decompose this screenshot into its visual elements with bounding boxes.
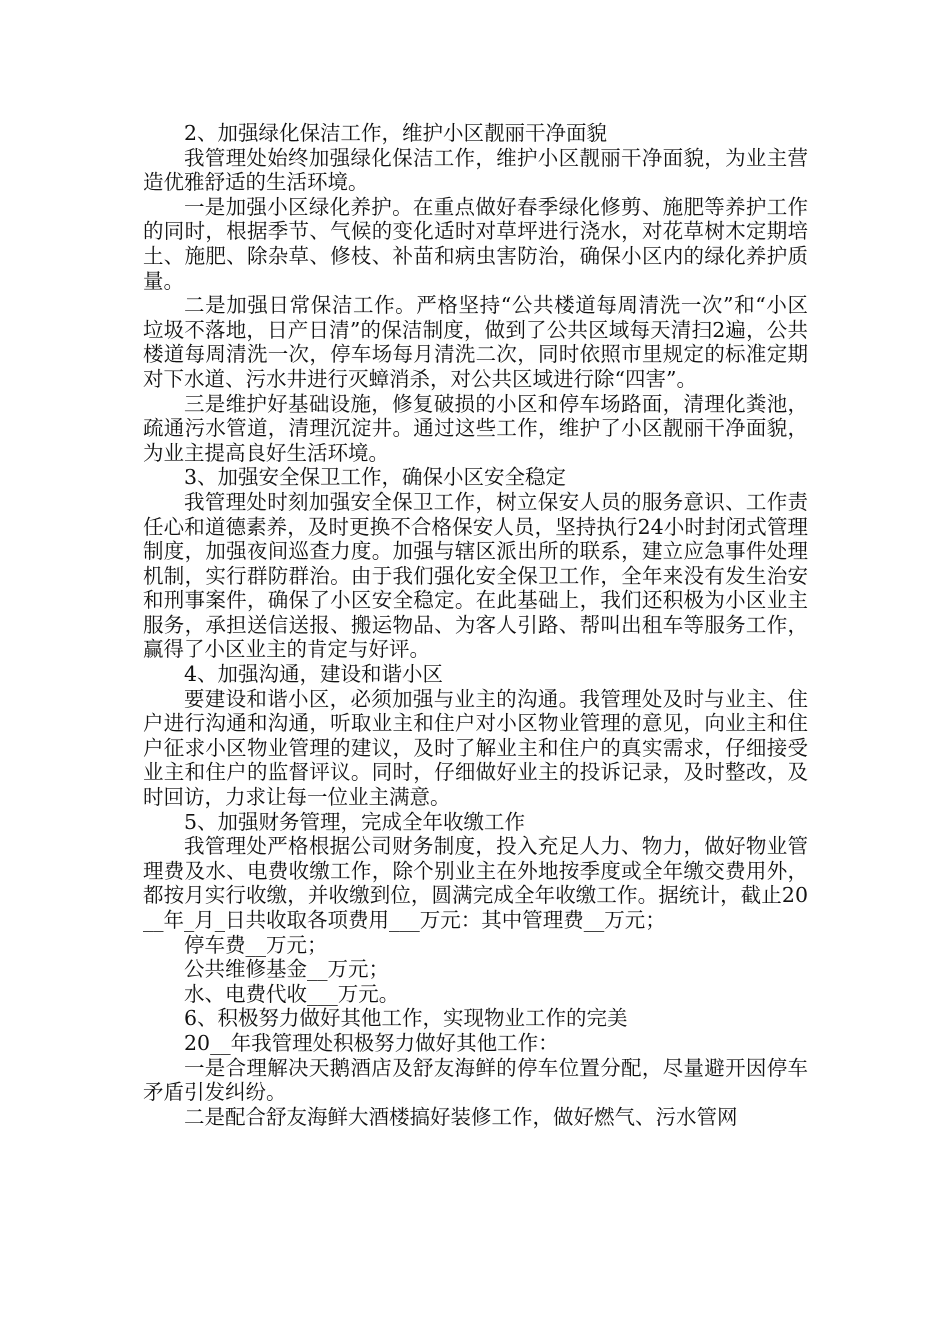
paragraph: 一是合理解决天鹅酒店及舒友海鲜的停车位置分配，尽量避开因停车矛盾引发纠纷。	[143, 1055, 808, 1105]
heading-section-5: 5、加强财务管理，完成全年收缴工作	[184, 809, 526, 834]
fee-line: 停车费__万元；	[184, 932, 328, 957]
document-body	[143, 121, 808, 1129]
paragraph: 我管理处始终加强绿化保洁工作，维护小区靓丽干净面貌，为业主营造优雅舒适的生活环境。	[143, 145, 808, 195]
heading-section-6: 6、积极努力做好其他工作，实现物业工作的完美	[184, 1006, 628, 1031]
paragraph: 20__年我管理处积极努力做好其他工作：	[184, 1030, 559, 1055]
fee-line: 公共维修基金__万元；	[184, 957, 389, 982]
paragraph: 我管理处严格根据公司财务制度，投入充足人力、物力，做好物业管理费及水、电费收缴工作，除个别业主在外地按季度或全年缴交费用外，都按月实行收缴，并收缴到位，圆满完成全年收缴工作。据统计，截止20__年_月_日共收取各项费用___万元：其中管理费__万元；	[143, 834, 808, 932]
paragraph: 要建设和谐小区，必须加强与业主的沟通。我管理处及时与业主、住户进行沟通和沟通，听取业主和住户对小区物业管理的意见，向业主和住户征求小区物业管理的建议，及时了解业主和住户的真实需求，仔细接受业主和住户的监督评议。同时，仔细做好业主的投诉记录，及时整改，及时回访，力求让每一位业主满意。	[143, 686, 808, 810]
paragraph: 一是加强小区绿化养护。在重点做好春季绿化修剪、施肥等养护工作的同时，根据季节、气候的变化适时对草坪进行浇水，对花草树木定期培土、施肥、除杂草、修枝、补苗和病虫害防治，确保小区内的绿化养护质量。	[143, 194, 808, 293]
paragraph: 三是维护好基础设施，修复破损的小区和停车场路面，清理化粪池，疏通污水管道，清理沉淀井。通过这些工作，维护了小区靓丽干净面貌，为业主提高良好生活环境。	[143, 391, 808, 465]
fee-line: 水、电费代收___万元。	[184, 981, 400, 1006]
paragraph: 二是加强日常保洁工作。严格坚持“公共楼道每周清洗一次”和“小区垃圾不落地，日产日清”的保洁制度，做到了公共区域每天清扫2遍，公共楼道每周清洗一次，停车场每月清洗二次，同时依照市里规定的标准定期对下水道、污水井进行灭蟑消杀，对公共区域进行除“四害”。	[143, 293, 808, 391]
paragraph: 二是配合舒友海鲜大酒楼搞好装修工作，做好燃气、污水管网	[184, 1104, 738, 1129]
heading-section-3: 3、加强安全保卫工作，确保小区安全稳定	[184, 465, 567, 490]
paragraph: 我管理处时刻加强安全保卫工作，树立保安人员的服务意识、工作责任心和道德素养，及时更换不合格保安人员，坚持执行24小时封闭式管理制度，加强夜间巡查力度。加强与辖区派出所的联系，建立应急事件处理机制，实行群防群治。由于我们强化安全保卫工作，全年来没有发生治安和刑事案件，确保了小区安全稳定。在此基础上，我们还积极为小区业主服务，承担送信送报、搬运物品、为客人引路、帮叫出租车等服务工作，赢得了小区业主的肯定与好评。	[143, 489, 808, 662]
heading-section-2: 2、加强绿化保洁工作，维护小区靓丽干净面貌	[184, 121, 608, 145]
heading-section-4: 4、加强沟通，建设和谐小区	[184, 662, 444, 687]
